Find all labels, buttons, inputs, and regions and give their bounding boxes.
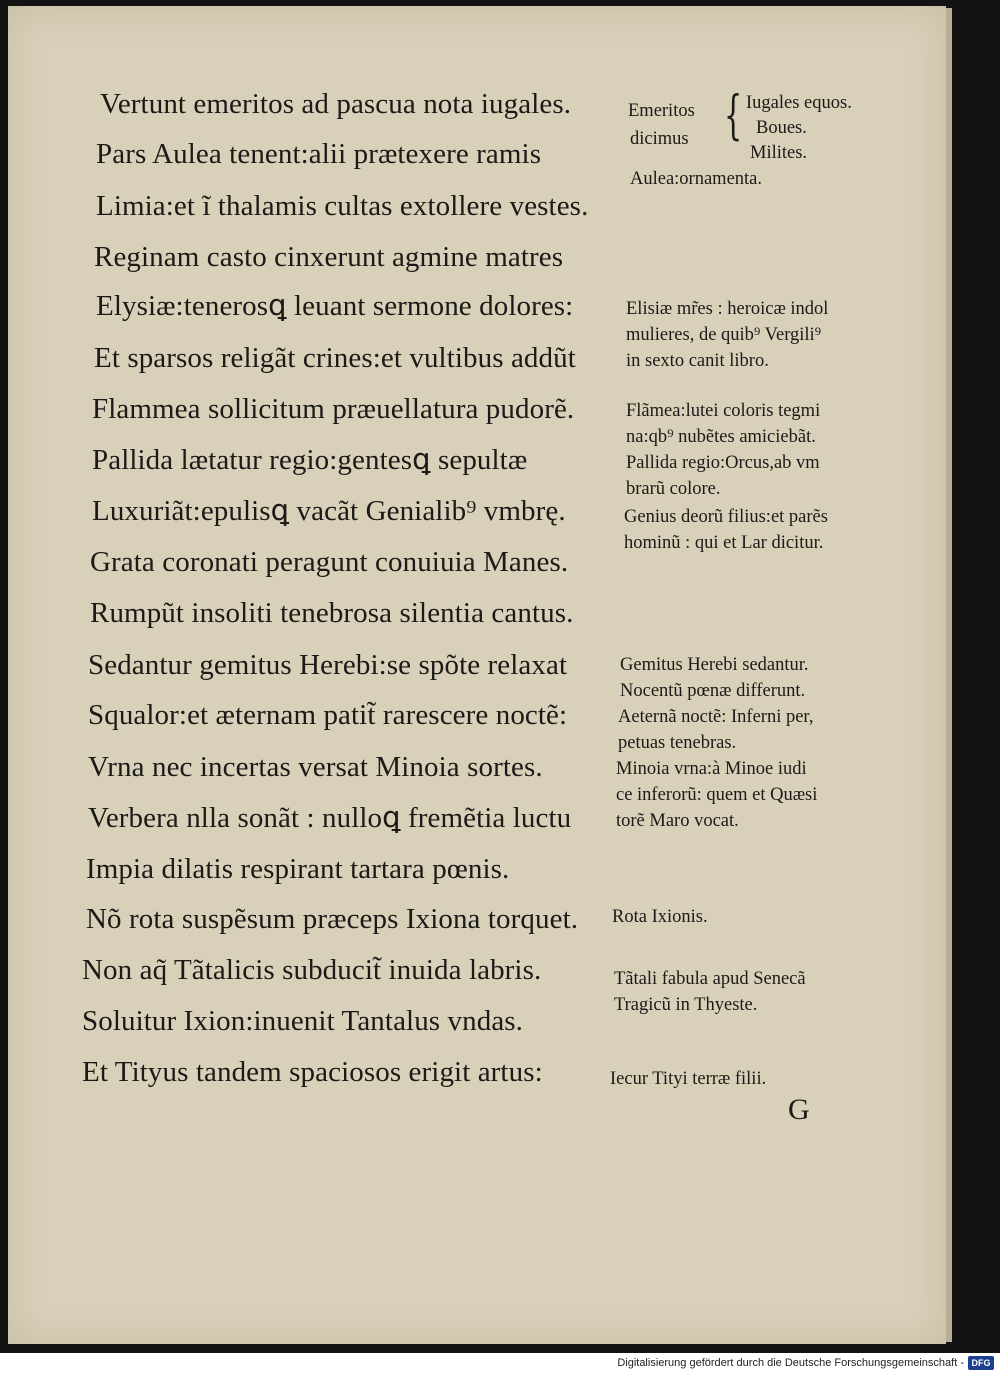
- gloss-line: Aeternã noctẽ: Inferni per,: [618, 707, 814, 727]
- verse-line: Elysiæ:tenerosꝗ leuant sermone dolores:: [96, 290, 574, 322]
- curly-brace-icon: {: [724, 86, 743, 146]
- verse-line: Vertunt emeritos ad pascua nota iugales.: [100, 88, 572, 120]
- gloss-line: Flãmea:lutei coloris tegmi: [626, 401, 821, 421]
- verse-line: Pallida lætatur regio:gentesꝗ sepultæ: [92, 444, 528, 476]
- verse-line: Luxuriãt:epulisꝗ vacãt Genialib⁹ vmbrę.: [92, 495, 566, 527]
- verse-line: Impia dilatis respirant tartara pœnis.: [86, 853, 510, 885]
- gloss-line: Gemitus Herebi sedantur.: [620, 655, 809, 675]
- gloss-brace-left-bottom: dicimus: [630, 129, 689, 149]
- verse-line: Et sparsos religãt crines:et vultibus addũt: [94, 342, 576, 374]
- gloss-line: ce inferorũ: quem et Quæsi: [616, 785, 818, 805]
- gloss-brace-right: Milites.: [750, 143, 808, 163]
- verse-line: Reginam casto cinxerunt agmine matres: [94, 241, 564, 273]
- digitization-credit: Digitalisierung gefördert durch die Deutsche Forschungsgemeinschaft -: [617, 1357, 964, 1369]
- gloss-line: Tãtali fabula apud Senecã: [614, 969, 806, 989]
- gloss-line: in sexto canit libro.: [626, 351, 769, 371]
- verse-line: Flammea sollicitum præuellatura pudorẽ.: [92, 393, 575, 425]
- gloss-line: Rota Ixionis.: [612, 907, 708, 927]
- verse-line: Non aq̃ Tãtalicis subducit̃ inuida labris.: [82, 954, 542, 986]
- gloss-line: brarũ colore.: [626, 479, 721, 499]
- verse-line: Soluitur Ixion:inuenit Tantalus vndas.: [82, 1005, 524, 1037]
- gloss-line: Minoia vrna:à Minoe iudi: [616, 759, 807, 779]
- verse-line: Rumpũt insoliti tenebrosa silentia cantus.: [90, 597, 574, 629]
- gloss-line: torẽ Maro vocat.: [616, 811, 739, 831]
- gloss-line: Aulea:ornamenta.: [630, 169, 763, 189]
- verse-line: Verbera nlla sonãt : nulloꝗ fremẽtia luctu: [88, 802, 572, 834]
- verse-line: Pars Aulea tenent:alii prætexere ramis: [96, 138, 542, 170]
- gloss-line: Genius deorũ filius:et parẽs: [624, 507, 828, 527]
- verse-line: Grata coronati peragunt conuiuia Manes.: [90, 546, 569, 578]
- signature-mark: G: [788, 1093, 810, 1126]
- gloss-line: petuas tenebras.: [618, 733, 737, 753]
- verse-line: Squalor:et æternam patit̃ rarescere noctẽ:: [88, 699, 568, 731]
- verse-line: Nõ rota suspẽsum præceps Ixiona torquet.: [86, 903, 579, 935]
- gloss-line: na:qb⁹ nubẽtes amiciebãt.: [626, 427, 816, 447]
- dfg-logo-icon: DFG: [968, 1356, 994, 1370]
- gloss-brace-right: Boues.: [756, 118, 807, 138]
- gloss-brace-right: Iugales equos.: [746, 93, 852, 113]
- gloss-line: Elisiæ mr̃es : heroicæ indol: [626, 299, 829, 319]
- verse-line: Et Tityus tandem spaciosos erigit artus:: [82, 1056, 543, 1088]
- gloss-line: Tragicũ in Thyeste.: [614, 995, 758, 1015]
- gloss-line: hominũ : qui et Lar dicitur.: [624, 533, 824, 553]
- gloss-line: Nocentũ pœnæ differunt.: [620, 681, 806, 701]
- gloss-brace-left-top: Emeritos: [628, 101, 695, 121]
- page-edge: [946, 8, 952, 1342]
- gloss-line: Pallida regio:Orcus,ab vm: [626, 453, 820, 473]
- verse-line: Limia:et ĩ thalamis cultas extollere vestes.: [96, 190, 589, 222]
- verse-line: Sedantur gemitus Herebi:se spõte relaxat: [88, 649, 568, 681]
- gloss-line: mulieres, de quib⁹ Vergili⁹: [626, 325, 822, 345]
- verse-line: Vrna nec incertas versat Minoia sortes.: [88, 751, 543, 783]
- gloss-line: Iecur Tityi terræ filii.: [610, 1069, 767, 1089]
